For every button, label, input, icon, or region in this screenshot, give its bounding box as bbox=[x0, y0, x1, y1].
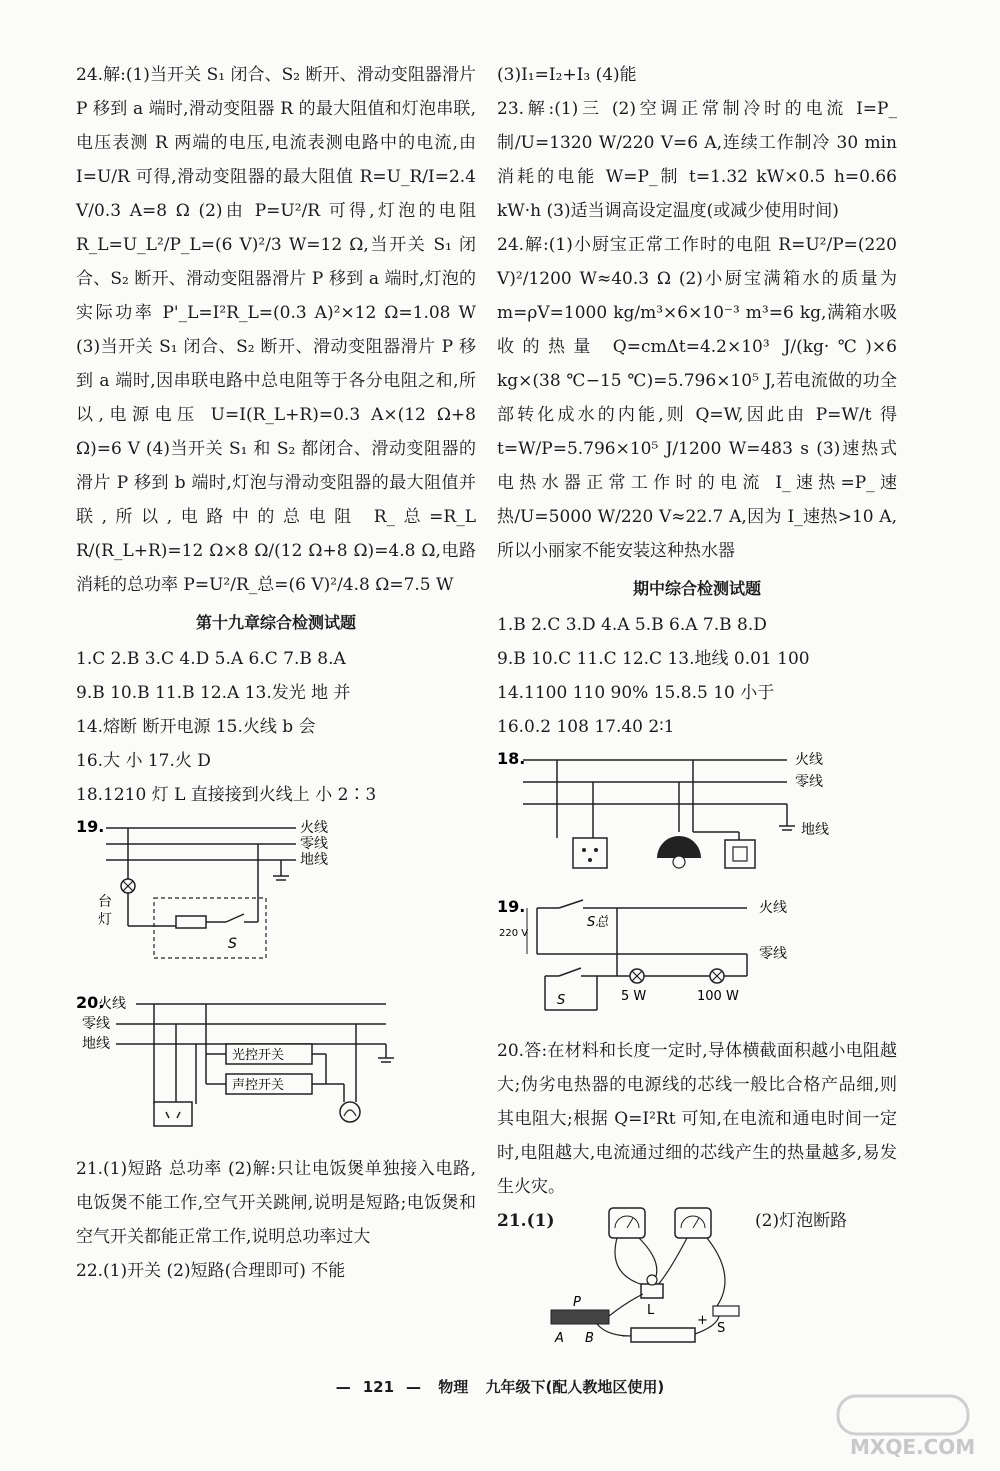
neutral-label: 零线 bbox=[795, 774, 823, 790]
q20-label: 20. bbox=[76, 994, 105, 1012]
switch-label: S bbox=[717, 1321, 726, 1336]
q19-right-label: 19. bbox=[497, 897, 526, 916]
answer-row: 1.B 2.C 3.D 4.A 5.B 6.A 7.B 8.D bbox=[497, 615, 767, 635]
answer-row: 14.熔断 断开电源 15.火线 b 会 bbox=[76, 717, 316, 737]
right-column bbox=[497, 58, 897, 1354]
answer-row: 9.B 10.B 11.B 12.A 13.发光 地 并 bbox=[76, 683, 351, 703]
watermark-text: MXQE.COM bbox=[850, 1435, 976, 1459]
lamp2-label: 100 W bbox=[697, 989, 739, 1004]
socket-icon bbox=[154, 1102, 192, 1126]
dashed-box bbox=[154, 898, 266, 958]
answer-row: 14.1100 110 90% 15.8.5 10 小于 bbox=[497, 683, 775, 703]
live-label: 火线 bbox=[795, 752, 823, 768]
q19-circuit-diagram bbox=[76, 816, 476, 988]
q20-right-text: 20.答:在材料和长度一定时,导体横截面积越小电阻越大;伪劣电热器的电源线的芯线一般比合格产品细,则其电阻大;根据 Q=I²Rt 可知,在电流和通电时间一定时,电阻越大,电流通过细的芯线产生的热量越多,易发生火灾。 bbox=[497, 1041, 897, 1197]
main-switch-icon bbox=[559, 900, 583, 908]
light-switch-label: 光控开关 bbox=[232, 1048, 285, 1063]
switch-label: S bbox=[557, 993, 566, 1008]
q19-right-circuit-diagram bbox=[497, 896, 897, 1028]
live-label: 火线 bbox=[759, 900, 787, 916]
ceiling-lamp-icon bbox=[657, 836, 701, 858]
switch-icon bbox=[226, 914, 244, 922]
socket-icon bbox=[573, 838, 607, 868]
midterm-title: 期中综合检测试题 bbox=[632, 579, 761, 598]
lamp1-label: 5 W bbox=[621, 989, 647, 1004]
q22-text: 22.(1)开关 (2)短路(合理即可) 不能 bbox=[76, 1261, 346, 1281]
main-switch-label: S总 bbox=[587, 915, 609, 930]
answer-row: 16.大 小 17.火 D bbox=[76, 751, 211, 771]
rheostat-icon bbox=[176, 916, 206, 928]
ground-label: 地线 bbox=[801, 822, 829, 838]
q19-label: 19. bbox=[76, 817, 105, 836]
battery-icon bbox=[631, 1328, 695, 1342]
q18-label: 18. bbox=[497, 749, 526, 768]
subject-label: 物理 bbox=[438, 1378, 469, 1396]
ammeter-icon bbox=[675, 1208, 711, 1238]
lamp-label: L bbox=[647, 1303, 655, 1318]
q23-text: 23.解:(1)三 (2)空调正常制冷时的电流 I=P_制/U=1320 W/220 V=6 A,连续工作制冷 30 min 消耗的电能 W=P_制 t=1.32 kW×0.5 h=0.66 kW·h (3)适当调高设定温度(或减少使用时间) bbox=[497, 99, 897, 221]
left-column bbox=[76, 58, 476, 1288]
page-footer: — 121 — 物理 九年级下(配人教地区使用) bbox=[335, 1378, 665, 1396]
end-a-label: A bbox=[555, 1331, 564, 1346]
q20-circuit-diagram bbox=[76, 994, 476, 1146]
end-b-label: B bbox=[585, 1331, 594, 1346]
lamp-label-1: 台 bbox=[98, 894, 112, 910]
page-number: 121 bbox=[362, 1378, 395, 1396]
slider-label: P bbox=[573, 1295, 581, 1310]
voltmeter-icon bbox=[609, 1208, 645, 1238]
neutral-label: 零线 bbox=[759, 946, 787, 962]
q21-right-label: 21.(1) bbox=[497, 1211, 555, 1231]
lamp-holder-icon bbox=[641, 1284, 663, 1298]
neutral-label: 零线 bbox=[82, 1016, 110, 1032]
q21-answer-2: (2)灯泡断路 bbox=[755, 1211, 848, 1231]
q21-experiment-diagram bbox=[547, 1206, 747, 1352]
answer-row: 18.1210 灯 L 直接接到火线上 小 2∶3 bbox=[76, 785, 377, 805]
q24-left-text: 24.解:(1)当开关 S₁ 闭合、S₂ 断开、滑动变阻器滑片 P 移到 a 端时,滑动变阻器 R 的最大阻值和灯泡串联,电压表测 R 两端的电压,电流表测电路中的电流,由 I=U/R 可得,滑动变阻器的最大阻值 R=U_R/I=2.4 V/0.3 A=8 Ω (2)由 P=U²/R 可得,灯泡的电阻 R_L=U_L²/P_L=(6 V)²/3 W=12 Ω,当开关 S₁ 闭合、S₂ 断开、滑动变阻器滑片 P 移到 a 端时,灯泡的实际功率 P'_L=I²R_L=(0.3 A)²×12 Ω=1.08 W (3)当开关 S₁ 闭合、S₂ 断开、滑动变阻器滑片 P 移到 a 端时,因串联电路中总电阻等于各分电阻之和,所以,电源电压 U=I(R_L+R)=0.3 A×(12 Ω+8 Ω)=6 V (4)当开关 S₁ 和 S₂ 都闭合、滑动变阻器的滑片 P 移到 b 端时,灯泡与滑动变阻器的最大阻值并联,所以,电路中的总电阻 R_总=R_L R/(R_L+R)=12 Ω×8 Ω/(12 Ω+8 Ω)=4.8 Ω,电路消耗的总功率 P=U²/R_总=(6 V)²/4.8 Ω=7.5 W bbox=[76, 65, 476, 595]
switch-icon bbox=[559, 968, 581, 976]
q21-left-text: 21.(1)短路 总功率 (2)解:只让电饭煲单独接入电路,电饭煲不能工作,空气开关跳闸,说明是短路;电饭煲和空气开关都能正常工作,说明总功率过大 bbox=[76, 1159, 476, 1247]
q24-right-text: 24.解:(1)小厨宝正常工作时的电阻 R=U²/P=(220 V)²/1200 W≈40.3 Ω (2)小厨宝满箱水的质量为 m=ρV=1000 kg/m³×6×10⁻³ m³=6 kg,满箱水吸收的热量 Q=cmΔt=4.2×10³ J/(kg·℃)×6 kg×(38 ℃−15 ℃)=5.796×10⁵ J,若电流做的功全部转化成水的内能,则 Q=W,因此由 P=W/t 得 t=W/P=5.796×10⁵ J/1200 W=483 s (3)速热式电热水器正常工作时的电流 I_速热=P_速热/U=5000 W/220 V≈22.7 A,因为 I_速热>10 A,所以小丽家不能安装这种热水器 bbox=[497, 235, 897, 561]
sound-switch-label: 声控开关 bbox=[232, 1078, 285, 1093]
minus-label: − bbox=[621, 1329, 632, 1344]
lamp-label-2: 灯 bbox=[98, 912, 112, 928]
ground-label: 地线 bbox=[82, 1036, 110, 1052]
answer-row: 16.0.2 108 17.40 2∶1 bbox=[497, 717, 675, 737]
chapter-19-title: 第十九章综合检测试题 bbox=[195, 613, 356, 632]
watermark-logo bbox=[828, 1392, 978, 1462]
switch-label: S bbox=[228, 936, 237, 952]
grade-label: 九年级下(配人教地区使用) bbox=[485, 1378, 665, 1396]
neutral-label: 零线 bbox=[300, 836, 328, 852]
bulb-icon bbox=[340, 1102, 360, 1122]
voltage-label: 220 V bbox=[499, 928, 529, 939]
q-top-text: (3)I₁=I₂+I₃ (4)能 bbox=[497, 65, 637, 85]
live-label: 火线 bbox=[98, 996, 126, 1012]
q21-right-block bbox=[497, 1204, 897, 1354]
bulb-icon bbox=[647, 1275, 657, 1285]
switch-box-icon bbox=[725, 840, 755, 868]
q18-circuit-diagram bbox=[497, 748, 897, 890]
live-label: 火线 bbox=[300, 820, 328, 836]
switch-icon bbox=[713, 1306, 739, 1316]
answer-row: 9.B 10.C 11.C 12.C 13.地线 0.01 100 bbox=[497, 649, 810, 669]
plus-label: + bbox=[697, 1313, 708, 1328]
answer-row: 1.C 2.B 3.C 4.D 5.A 6.C 7.B 8.A bbox=[76, 649, 346, 669]
rheostat-icon bbox=[551, 1310, 609, 1324]
ground-label: 地线 bbox=[300, 852, 328, 868]
